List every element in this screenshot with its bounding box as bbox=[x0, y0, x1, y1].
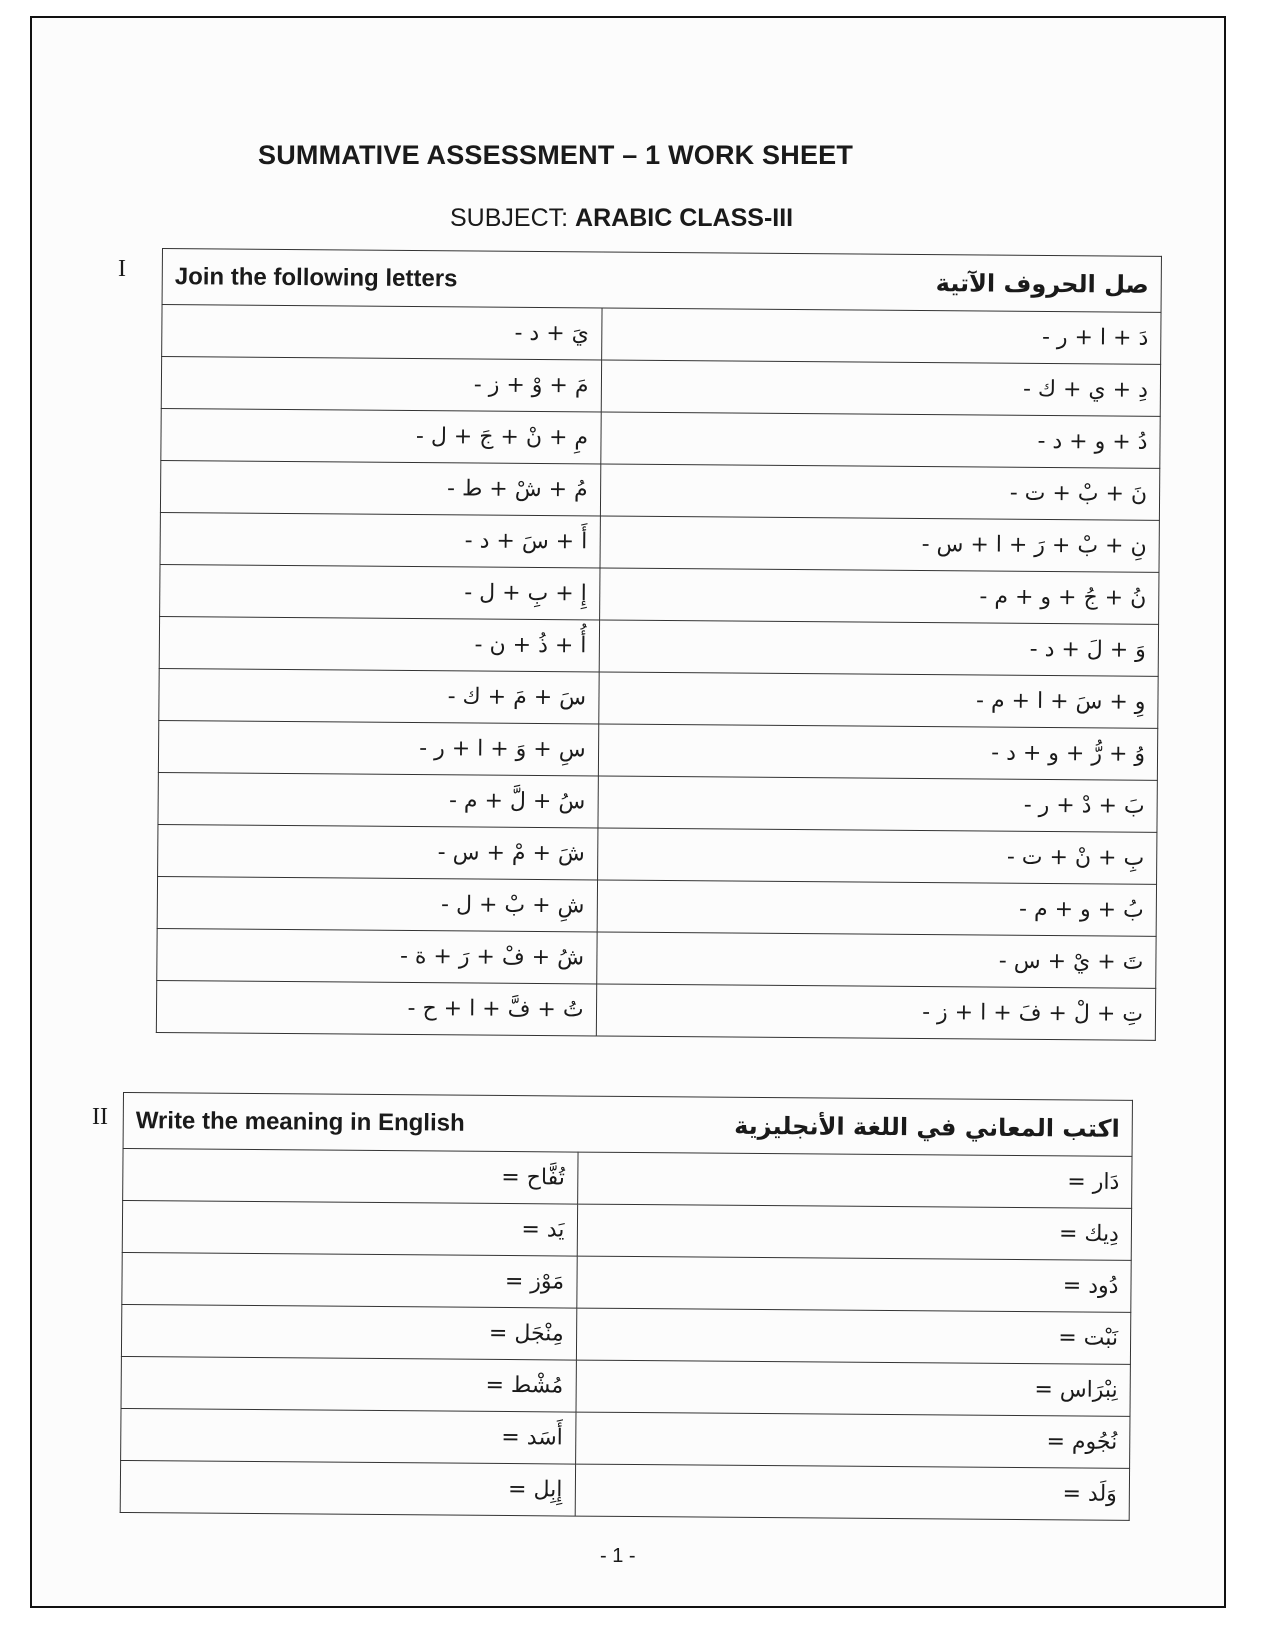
cell-right: دَ + ا + ر - bbox=[601, 308, 1161, 364]
cell-left: أَسَد = bbox=[121, 1408, 576, 1464]
cell-right: دِ + ي + ك - bbox=[601, 360, 1161, 416]
cell-left: شِ + بْ + ل - bbox=[157, 876, 597, 931]
cell-right: دِيك = bbox=[577, 1204, 1132, 1260]
cell-right: وِ + سَ + ا + م - bbox=[598, 672, 1158, 728]
cell-left: إِ + بِ + ل - bbox=[160, 564, 600, 619]
meaning-row bbox=[121, 1356, 1130, 1416]
join-row bbox=[159, 616, 1158, 676]
subject-label: SUBJECT: bbox=[450, 204, 569, 232]
cell-right: بُ + و + م - bbox=[597, 880, 1157, 936]
subject-line bbox=[450, 204, 793, 233]
join-row bbox=[161, 408, 1160, 468]
join-row bbox=[160, 564, 1159, 624]
join-row bbox=[156, 980, 1155, 1040]
cell-right: بِ + نْ + ت - bbox=[597, 828, 1157, 884]
cell-right: نِبْرَاس = bbox=[576, 1360, 1131, 1416]
cell-right: نَ + بْ + ت - bbox=[600, 464, 1160, 520]
meaning-row bbox=[122, 1201, 1131, 1261]
table-header bbox=[162, 249, 1161, 313]
join-row bbox=[160, 460, 1159, 520]
cell-right: دُ + و + د - bbox=[600, 412, 1160, 468]
cell-left: يَد = bbox=[122, 1201, 577, 1257]
section-1-heading-en: Join the following letters bbox=[174, 262, 458, 292]
subject-value: ARABIC CLASS-III bbox=[575, 204, 794, 232]
section-2-heading-en: Write the meaning in English bbox=[135, 1106, 465, 1137]
cell-right: دُود = bbox=[576, 1256, 1131, 1312]
cell-left: تُ + فَّ + ا + ح - bbox=[156, 980, 596, 1035]
cell-left: أُ + ذُ + ن - bbox=[159, 616, 599, 671]
cell-left: مِ + نْ + جَ + ل - bbox=[161, 408, 601, 463]
cell-right: نَبْت = bbox=[576, 1308, 1131, 1364]
cell-left: مِنْجَل = bbox=[121, 1304, 576, 1360]
join-row bbox=[159, 668, 1158, 728]
cell-left: شُ + فْ + رَ + ة - bbox=[157, 928, 597, 983]
meaning-row bbox=[120, 1460, 1129, 1520]
meaning-row bbox=[122, 1252, 1131, 1312]
cell-left: أَ + سَ + د - bbox=[160, 512, 600, 567]
cell-right: نُجُوم = bbox=[575, 1412, 1130, 1468]
join-row bbox=[162, 305, 1161, 365]
cell-left: مَ + وْ + ز - bbox=[161, 357, 601, 412]
meaning-row bbox=[123, 1149, 1132, 1209]
join-row bbox=[157, 876, 1156, 936]
join-row bbox=[158, 824, 1157, 884]
cell-left: سَ + مَ + ك - bbox=[159, 668, 599, 723]
cell-left: سُ + لَّ + م - bbox=[158, 772, 598, 827]
table-header-row bbox=[162, 249, 1161, 313]
join-letters-table bbox=[156, 248, 1162, 1041]
section-2-number: II bbox=[92, 1104, 108, 1130]
join-row bbox=[160, 512, 1159, 572]
table-header bbox=[123, 1093, 1132, 1157]
cell-right: نُ + جُ + و + م - bbox=[599, 568, 1159, 624]
cell-right: نِ + بْ + رَ + ا + س - bbox=[600, 516, 1160, 572]
section-2-heading-ar: اكتب المعاني في اللغة الأنجليزية bbox=[734, 1111, 1120, 1143]
cell-left: إِبِل = bbox=[120, 1460, 575, 1516]
join-row bbox=[161, 357, 1160, 417]
cell-right: وَ + لَ + د - bbox=[599, 620, 1159, 676]
meaning-row bbox=[121, 1304, 1130, 1364]
cell-left: مُشْط = bbox=[121, 1356, 576, 1412]
section-1-heading-ar: صل الحروف الآتية bbox=[935, 268, 1149, 299]
meaning-rows bbox=[120, 1149, 1132, 1521]
cell-right: تَ + يْ + س - bbox=[596, 932, 1156, 988]
page-title: SUMMATIVE ASSESSMENT – 1 WORK SHEET bbox=[258, 140, 854, 170]
cell-right: وُ + رُّ + و + د - bbox=[598, 724, 1158, 780]
cell-right: تِ + لْ + فَ + ا + ز - bbox=[596, 984, 1156, 1040]
join-row bbox=[158, 720, 1157, 780]
cell-left: سِ + وَ + ا + ر - bbox=[158, 720, 598, 775]
cell-right: وَلَد = bbox=[575, 1464, 1130, 1520]
join-row bbox=[158, 772, 1157, 832]
cell-right: بَ + دْ + ر - bbox=[598, 776, 1158, 832]
cell-left: تُفَّاح = bbox=[123, 1149, 578, 1205]
join-rows bbox=[156, 305, 1161, 1041]
section-1-number: I bbox=[118, 256, 126, 282]
cell-left: مَوْز = bbox=[122, 1252, 577, 1308]
table-header-row bbox=[123, 1093, 1132, 1157]
meaning-table bbox=[120, 1092, 1133, 1521]
meaning-row bbox=[121, 1408, 1130, 1468]
cell-left: مُ + شْ + ط - bbox=[160, 460, 600, 515]
cell-left: شَ + مْ + س - bbox=[158, 824, 598, 879]
join-row bbox=[157, 928, 1156, 988]
cell-left: يَ + د - bbox=[162, 305, 602, 360]
cell-right: دَار = bbox=[577, 1152, 1132, 1208]
page-number: - 1 - bbox=[600, 1545, 636, 1567]
